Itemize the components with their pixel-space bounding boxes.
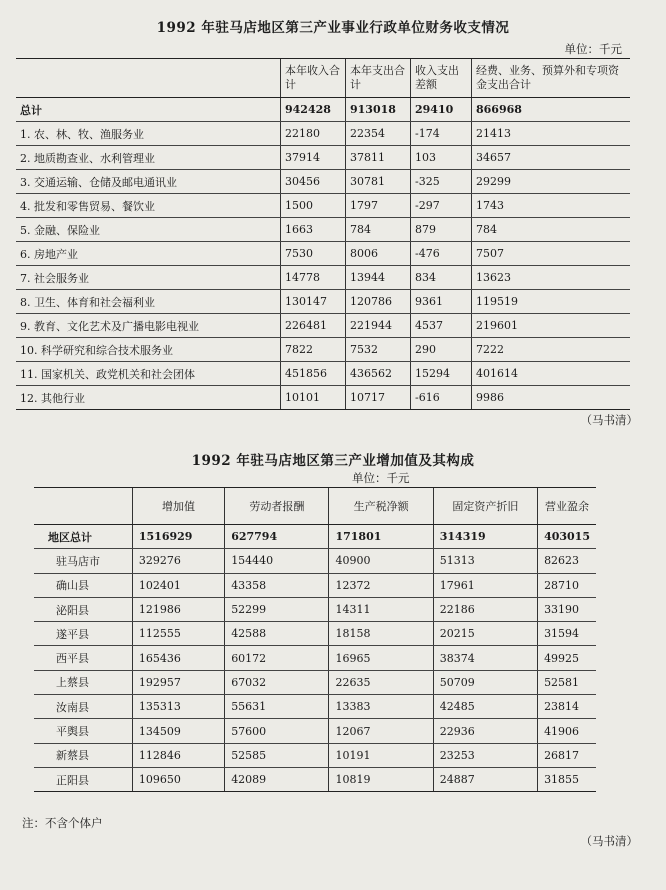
table-cell: 28710 — [538, 573, 596, 597]
table-row — [34, 573, 596, 597]
table-cell: 7. 社会服务业 — [16, 266, 281, 290]
table-cell: 1. 农、林、牧、渔服务业 — [16, 122, 281, 146]
table-cell: 18158 — [329, 622, 433, 646]
table-cell: 21413 — [472, 122, 631, 146]
table-cell: 41906 — [538, 719, 596, 743]
table-cell: 正阳县 — [34, 767, 132, 791]
table-cell: 120786 — [346, 290, 411, 314]
table-header-row — [34, 488, 596, 525]
table-cell: 55631 — [225, 695, 329, 719]
table-row — [34, 767, 596, 791]
table-cell: 11. 国家机关、政党机关和社会团体 — [16, 362, 281, 386]
table-row — [34, 622, 596, 646]
table-cell: 60172 — [225, 646, 329, 670]
table-cell: 1663 — [281, 218, 346, 242]
table-cell: 24887 — [433, 767, 537, 791]
table-cell: 新蔡县 — [34, 743, 132, 767]
table-row — [16, 98, 630, 122]
table-cell: 52585 — [225, 743, 329, 767]
finance-table — [16, 58, 630, 410]
table-cell: 22186 — [433, 597, 537, 621]
table-cell: 51313 — [433, 549, 537, 573]
table-cell: 52299 — [225, 597, 329, 621]
table2-title: 1992 年驻马店地区第三产业增加值及其构成 — [191, 453, 475, 469]
table-cell: 2. 地质勘查业、水利管理业 — [16, 146, 281, 170]
table-cell: -297 — [411, 194, 472, 218]
table-cell: -616 — [411, 386, 472, 410]
table-cell: 219601 — [472, 314, 631, 338]
table-cell: -174 — [411, 122, 472, 146]
table1-unit: 单位：千元 — [564, 42, 622, 56]
table-cell: 627794 — [225, 525, 329, 549]
table-cell: 40900 — [329, 549, 433, 573]
table-cell: 171801 — [329, 525, 433, 549]
table-cell: 5. 金融、保险业 — [16, 218, 281, 242]
table-cell: 29299 — [472, 170, 631, 194]
table-cell: 23814 — [538, 695, 596, 719]
table-cell: 1743 — [472, 194, 631, 218]
table-cell: 29410 — [411, 98, 472, 122]
table2-author: （马书清） — [580, 834, 638, 848]
table-cell: 1516929 — [132, 525, 224, 549]
table-row — [16, 386, 630, 410]
header-cell: 固定资产折旧 — [433, 488, 537, 525]
table-cell: -476 — [411, 242, 472, 266]
table-row — [34, 525, 596, 549]
table-cell: 13383 — [329, 695, 433, 719]
table-cell: 9361 — [411, 290, 472, 314]
table-cell: 42485 — [433, 695, 537, 719]
table-cell: 112846 — [132, 743, 224, 767]
table-cell: 50709 — [433, 670, 537, 694]
table-cell: 8006 — [346, 242, 411, 266]
table-cell: 103 — [411, 146, 472, 170]
header-cell: 经费、业务、预算外和专项资金支出合计 — [472, 59, 631, 98]
table-cell: 1797 — [346, 194, 411, 218]
table-cell: 942428 — [281, 98, 346, 122]
table-cell: 43358 — [225, 573, 329, 597]
table-cell: 221944 — [346, 314, 411, 338]
table-cell: 地区总计 — [34, 525, 132, 549]
table-cell: 866968 — [472, 98, 631, 122]
table2-note: 注：不含个体户 — [22, 816, 103, 830]
table-cell: 20215 — [433, 622, 537, 646]
table-cell: 109650 — [132, 767, 224, 791]
table-cell: 121986 — [132, 597, 224, 621]
table-row — [16, 218, 630, 242]
table-cell: 7222 — [472, 338, 631, 362]
table2-unit: 单位：千元 — [352, 471, 410, 485]
table-cell: 14311 — [329, 597, 433, 621]
table-row — [16, 314, 630, 338]
table1-title: 1992 年驻马店地区第三产业事业行政单位财务收支情况 — [156, 20, 510, 36]
table-cell: 西平县 — [34, 646, 132, 670]
table-cell: 34657 — [472, 146, 631, 170]
header-cell: 生产税净额 — [329, 488, 433, 525]
table-cell: 30781 — [346, 170, 411, 194]
table-cell: 23253 — [433, 743, 537, 767]
table-cell: 329276 — [132, 549, 224, 573]
table-row — [34, 719, 596, 743]
table-cell: 401614 — [472, 362, 631, 386]
table-cell: 33190 — [538, 597, 596, 621]
table-cell: 6. 房地产业 — [16, 242, 281, 266]
table-cell: 913018 — [346, 98, 411, 122]
table-row — [16, 194, 630, 218]
table-cell: 314319 — [433, 525, 537, 549]
table-cell: 16965 — [329, 646, 433, 670]
table-cell: 135313 — [132, 695, 224, 719]
table-cell: 119519 — [472, 290, 631, 314]
table-cell: 82623 — [538, 549, 596, 573]
table-cell: 30456 — [281, 170, 346, 194]
table-cell: 7822 — [281, 338, 346, 362]
table-cell: 15294 — [411, 362, 472, 386]
table-cell: 1500 — [281, 194, 346, 218]
table-cell: 9. 教育、文化艺术及广播电影电视业 — [16, 314, 281, 338]
table-cell: 784 — [472, 218, 631, 242]
table-cell: 7507 — [472, 242, 631, 266]
table-cell: 8. 卫生、体育和社会福利业 — [16, 290, 281, 314]
table-cell: 130147 — [281, 290, 346, 314]
header-cell: 本年支出合计 — [346, 59, 411, 98]
table-cell: 22635 — [329, 670, 433, 694]
table-header-row — [16, 59, 630, 98]
table-cell: 7530 — [281, 242, 346, 266]
table-cell: 4. 批发和零售贸易、餐饮业 — [16, 194, 281, 218]
table-cell: 10191 — [329, 743, 433, 767]
table-row — [16, 338, 630, 362]
table-row — [16, 146, 630, 170]
table-cell: 确山县 — [34, 573, 132, 597]
table-row — [16, 290, 630, 314]
table-cell: 12372 — [329, 573, 433, 597]
table-cell: 37914 — [281, 146, 346, 170]
table-cell: 403015 — [538, 525, 596, 549]
table-cell: 汝南县 — [34, 695, 132, 719]
table-cell: 38374 — [433, 646, 537, 670]
table-cell: 49925 — [538, 646, 596, 670]
table-cell: 226481 — [281, 314, 346, 338]
table-cell: 9986 — [472, 386, 631, 410]
header-cell: 营业盈余 — [538, 488, 596, 525]
table-cell: 37811 — [346, 146, 411, 170]
table-cell: 451856 — [281, 362, 346, 386]
table-cell: 52581 — [538, 670, 596, 694]
table-cell: 67032 — [225, 670, 329, 694]
table-row — [34, 549, 596, 573]
table-cell: 12. 其他行业 — [16, 386, 281, 410]
table-cell: 31594 — [538, 622, 596, 646]
table-cell: 7532 — [346, 338, 411, 362]
table-cell: 834 — [411, 266, 472, 290]
table-cell: 165436 — [132, 646, 224, 670]
table-cell: 14778 — [281, 266, 346, 290]
table-cell: 192957 — [132, 670, 224, 694]
table-cell: 26817 — [538, 743, 596, 767]
table-cell: 12067 — [329, 719, 433, 743]
table-cell: 42089 — [225, 767, 329, 791]
table-row — [34, 695, 596, 719]
table-cell: 154440 — [225, 549, 329, 573]
table-cell: 22180 — [281, 122, 346, 146]
table-cell: 42588 — [225, 622, 329, 646]
table-cell: 10717 — [346, 386, 411, 410]
table-cell: 4537 — [411, 314, 472, 338]
header-cell: 本年收入合计 — [281, 59, 346, 98]
table-row — [34, 597, 596, 621]
value-added-table — [34, 487, 596, 792]
table-row — [16, 122, 630, 146]
table-cell: 112555 — [132, 622, 224, 646]
table-cell: 134509 — [132, 719, 224, 743]
table-cell: 平舆县 — [34, 719, 132, 743]
table-cell: 57600 — [225, 719, 329, 743]
table-cell: 436562 — [346, 362, 411, 386]
table-cell: 879 — [411, 218, 472, 242]
table-cell: 290 — [411, 338, 472, 362]
table-row — [34, 743, 596, 767]
header-cell: 增加值 — [132, 488, 224, 525]
table-cell: 13944 — [346, 266, 411, 290]
table-row — [34, 670, 596, 694]
header-cell — [16, 59, 281, 98]
table-cell: 22354 — [346, 122, 411, 146]
table-cell: 总计 — [16, 98, 281, 122]
table-row — [16, 266, 630, 290]
table-cell: 784 — [346, 218, 411, 242]
table-cell: 10819 — [329, 767, 433, 791]
table-cell: 13623 — [472, 266, 631, 290]
table-row — [16, 362, 630, 386]
table-cell: 10101 — [281, 386, 346, 410]
header-cell: 劳动者报酬 — [225, 488, 329, 525]
table-cell: 遂平县 — [34, 622, 132, 646]
table-cell: 102401 — [132, 573, 224, 597]
table-row — [16, 242, 630, 266]
table1-author: （马书清） — [580, 413, 638, 427]
table-cell: 17961 — [433, 573, 537, 597]
table-row — [34, 646, 596, 670]
table-row — [16, 170, 630, 194]
table-cell: -325 — [411, 170, 472, 194]
header-cell: 收入支出差额 — [411, 59, 472, 98]
table-cell: 31855 — [538, 767, 596, 791]
table-cell: 22936 — [433, 719, 537, 743]
table-cell: 泌阳县 — [34, 597, 132, 621]
table-cell: 3. 交通运输、仓储及邮电通讯业 — [16, 170, 281, 194]
header-cell — [34, 488, 132, 525]
table-cell: 10. 科学研究和综合技术服务业 — [16, 338, 281, 362]
table-cell: 上蔡县 — [34, 670, 132, 694]
table-cell: 驻马店市 — [34, 549, 132, 573]
